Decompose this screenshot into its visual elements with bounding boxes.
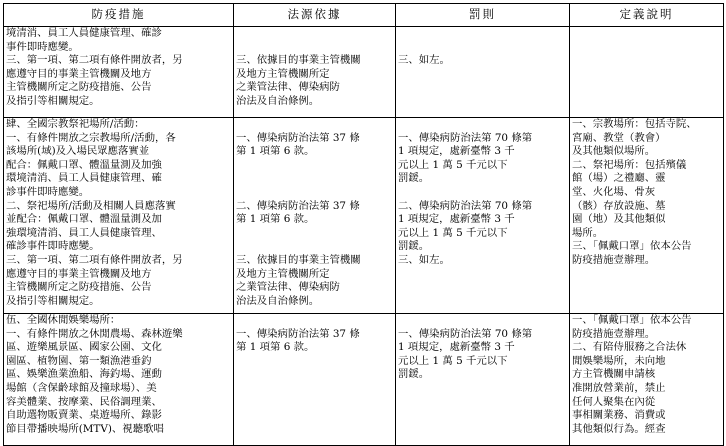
text-line: 三、依據目的事業主管機關	[236, 54, 361, 67]
text-line: 環境清消、員工人員健康管理、確	[6, 172, 162, 185]
text-line: 二、傳染病防治法第 70 條第	[398, 199, 533, 212]
measures-item	[6, 328, 231, 437]
text-line: 元以上 1 萬 5 千元以下	[398, 158, 508, 171]
text-line: 及其他類似場所。	[572, 145, 656, 158]
spacer	[398, 314, 567, 328]
text-line: 一、有條件開放之休閒農場、森林遊樂	[6, 327, 183, 340]
cell-penalty	[396, 314, 570, 446]
spacer	[398, 295, 567, 309]
text-line: 主管機關所定之防疫措施、公告	[6, 81, 152, 94]
text-line: 容美體業、按摩業、民俗調理業、	[6, 395, 162, 408]
measures-item	[6, 54, 231, 108]
text-line: 元以上 1 萬 5 千元以下	[398, 226, 508, 239]
penalty-item	[398, 314, 567, 328]
text-line: 一、傳染病防治法第 37 條	[236, 131, 360, 144]
penalty-item	[398, 27, 567, 54]
table-row	[4, 314, 724, 446]
text-line: 第 1 項第 6 款。	[236, 145, 315, 158]
text-line: 1 項規定，處新臺幣 3 千	[398, 145, 515, 158]
text-line: 三、第一項、第二項有條件開放者，另	[6, 54, 183, 67]
spacer	[398, 81, 567, 95]
penalty-item	[398, 200, 567, 254]
spacer	[398, 27, 567, 41]
spacer	[398, 268, 567, 282]
legal-item	[236, 132, 393, 200]
spacer	[236, 396, 393, 410]
spacer	[398, 409, 567, 423]
text-line: 應遵守目的事業主管機關及地方	[6, 67, 152, 80]
spacer	[236, 227, 393, 241]
text-line: 伍、全國休閒娛樂場所：	[6, 314, 121, 326]
text-line: 節目帶播映場所(MTV)、視聽歌唱	[6, 422, 164, 435]
text-line: 二、有陪侍服務之合法休	[572, 341, 687, 354]
text-line: 三、「佩戴口罩」依本公告	[572, 240, 692, 253]
spacer	[236, 409, 393, 423]
text-line: 二、祭祀場所/活動及相關人員應落實	[6, 199, 176, 212]
text-line: 罰鍰。	[398, 172, 430, 185]
definition-item	[572, 341, 721, 436]
text-line: 元以上 1 萬 5 千元以下	[398, 354, 508, 367]
text-line: 場所。	[572, 226, 604, 239]
table-row	[4, 27, 724, 118]
definition-item	[572, 118, 721, 159]
text-line: 治法及自治條例。	[236, 294, 320, 307]
text-line: 園區、植物園、第一類漁港垂釣	[6, 354, 152, 367]
text-line: 主管機關所定之防疫措施、公告	[6, 281, 152, 294]
cell-measures	[4, 314, 234, 446]
text-line: 一、傳染病防治法第 70 條第	[398, 327, 533, 340]
text-line: 罰鍰。	[398, 240, 430, 253]
measures-item	[6, 118, 231, 132]
text-line: 一、有條件開放之宗教場所/活動，各	[6, 131, 176, 144]
legal-item	[236, 54, 393, 108]
text-line: 場館（含保齡球館及撞球場）、美	[6, 381, 157, 394]
text-line: 及地方主管機關所定	[236, 267, 330, 280]
text-line: 及指引等相關規定。	[6, 94, 100, 107]
text-line: 三、如左。	[398, 54, 450, 67]
text-line: 三、第一項、第二項有條件開放者，另	[6, 253, 183, 266]
header-penalty: 罰則	[396, 4, 570, 27]
spacer	[398, 95, 567, 109]
text-line: 其他類似行為。經查	[572, 422, 666, 435]
cell-definition	[570, 314, 724, 446]
text-line: 及地方主管機關所定	[236, 67, 330, 80]
text-line: 第 1 項第 6 款。	[236, 213, 315, 226]
text-line: 一、「佩戴口罩」依本公告	[572, 314, 692, 326]
text-line: 之業管法律、傳染病防	[236, 81, 340, 94]
header-row	[4, 4, 724, 27]
table-row	[4, 118, 724, 314]
text-line: 境清消、員工人員健康管理、確診	[6, 27, 162, 39]
penalty-item	[398, 118, 567, 132]
text-line: 二、祭祀場所：包括殯儀	[572, 158, 687, 171]
cell-definition	[570, 27, 724, 118]
spacer	[236, 159, 393, 173]
definition-item	[572, 159, 721, 241]
spacer	[236, 27, 393, 41]
legal-item	[236, 200, 393, 254]
text-line: 准開放營業前，禁止	[572, 381, 666, 394]
cell-penalty	[396, 118, 570, 314]
spacer	[236, 382, 393, 396]
text-line: 方主管機關申請核	[572, 368, 656, 381]
measures-item	[6, 200, 231, 254]
measures-item	[6, 254, 231, 308]
measures-item	[6, 132, 231, 200]
text-line: 事件即時應變。	[6, 40, 79, 53]
spacer	[236, 240, 393, 254]
penalty-item	[398, 328, 567, 437]
text-line: 館（場）之禮廳、靈	[572, 172, 666, 185]
text-line: 並配合：佩戴口罩、體溫量測及加	[6, 213, 162, 226]
spacer	[236, 172, 393, 186]
penalty-item	[398, 132, 567, 200]
text-line: 區、遊樂風景區、國家公園、文化	[6, 341, 162, 354]
cell-legal	[234, 27, 396, 118]
spacer	[398, 186, 567, 200]
text-line: 治法及自治條例。	[236, 94, 320, 107]
legal-item	[236, 118, 393, 132]
measures-item	[6, 27, 231, 54]
text-line: 防疫措施壹辦理。	[572, 253, 656, 266]
definition-item	[572, 240, 721, 267]
cell-definition	[570, 118, 724, 314]
text-line: 一、宗教場所：包括寺院、	[572, 118, 697, 130]
text-line: 區、娛樂漁業漁船、海釣場、運動	[6, 368, 162, 381]
header-legal-basis: 法源依據	[234, 4, 396, 27]
cell-penalty	[396, 27, 570, 118]
text-line: 事相關業務、消費或	[572, 409, 666, 422]
spacer	[236, 41, 393, 55]
legal-item	[236, 27, 393, 54]
cell-measures	[4, 118, 234, 314]
text-line: 肆、全國宗教祭祀場所/活動：	[6, 118, 145, 130]
legal-item	[236, 314, 393, 328]
text-line: 之業管法律、傳染病防	[236, 281, 340, 294]
text-line: 第 1 項第 6 款。	[236, 341, 315, 354]
cell-measures	[4, 27, 234, 118]
spacer	[236, 368, 393, 382]
legal-item	[236, 254, 393, 308]
text-line: 園（地）及其他類似	[572, 213, 666, 226]
text-line: 1 項規定，處新臺幣 3 千	[398, 341, 515, 354]
spacer	[398, 281, 567, 295]
spacer	[398, 68, 567, 82]
text-line: 罰鍰。	[398, 368, 430, 381]
definition-item	[572, 314, 721, 341]
text-line: 閒娛樂場所，未向地	[572, 354, 666, 367]
spacer	[398, 41, 567, 55]
header-measures: 防疫措施	[4, 4, 234, 27]
header-definition: 定義說明	[570, 4, 724, 27]
text-line: （骸）存放設施、墓	[572, 199, 666, 212]
text-line: 該場所(域)及入場民眾應落實並	[6, 145, 150, 158]
penalty-item	[398, 254, 567, 308]
text-line: 三、如左。	[398, 253, 450, 266]
spacer	[398, 396, 567, 410]
text-line: 三、依據目的事業主管機關	[236, 253, 361, 266]
spacer	[236, 314, 393, 328]
epidemic-measures-table	[3, 3, 724, 446]
spacer	[398, 423, 567, 437]
text-line: 防疫措施壹辦理。	[572, 327, 656, 340]
text-line: 二、傳染病防治法第 37 條	[236, 199, 360, 212]
text-line: 診事件即時應變。	[6, 185, 90, 198]
penalty-item	[398, 54, 567, 108]
text-line: 配合：佩戴口罩、體溫量測及加強	[6, 158, 162, 171]
spacer	[236, 118, 393, 132]
cell-legal	[234, 118, 396, 314]
text-line: 宮廟、教堂（教會）	[572, 131, 666, 144]
text-line: 強環境清消、員工人員健康管理、	[6, 226, 162, 239]
measures-item	[6, 314, 231, 328]
cell-legal	[234, 314, 396, 446]
text-line: 及指引等相關規定。	[6, 294, 100, 307]
spacer	[398, 118, 567, 132]
text-line: 一、傳染病防治法第 37 條	[236, 327, 360, 340]
text-line: 自助選物販賣業、桌遊場所、錄影	[6, 409, 162, 422]
text-line: 任何人聚集在內從	[572, 395, 656, 408]
text-line: 一、傳染病防治法第 70 條第	[398, 131, 533, 144]
spacer	[236, 186, 393, 200]
legal-item	[236, 328, 393, 437]
text-line: 1 項規定，處新臺幣 3 千	[398, 213, 515, 226]
text-line: 確診事件即時應變。	[6, 240, 100, 253]
spacer	[398, 382, 567, 396]
text-line: 堂、火化場、骨灰	[572, 185, 656, 198]
text-line: 應遵守目的事業主管機關及地方	[6, 267, 152, 280]
spacer	[236, 355, 393, 369]
spacer	[236, 423, 393, 437]
